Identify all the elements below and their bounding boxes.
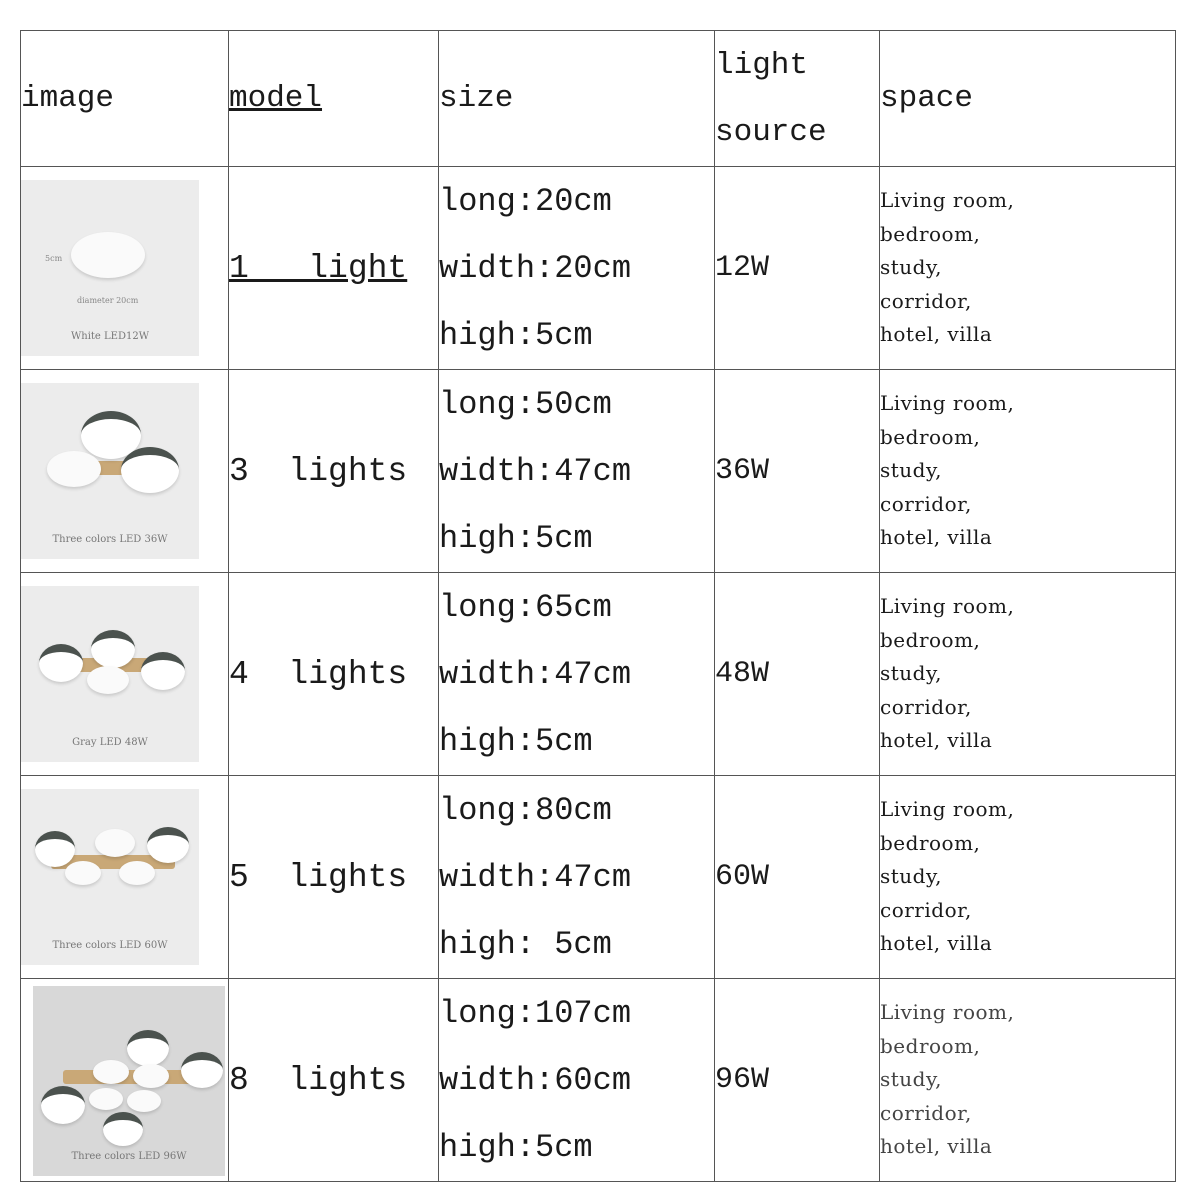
space-line: Living room, (880, 594, 1015, 619)
space-cell (880, 979, 1176, 1182)
lamp-shade-icon (91, 630, 135, 668)
header-light-source-line1: light (715, 47, 809, 83)
product-thumbnail-8-lights (33, 986, 225, 1176)
size-cell (439, 167, 715, 370)
space-line: Living room, (880, 1000, 1015, 1025)
lamp-shade-icon (41, 1086, 85, 1124)
header-row (21, 31, 1176, 167)
size-cell (439, 979, 715, 1182)
lamp-shade-icon (93, 1060, 129, 1084)
space-line: hotel, villa (880, 728, 993, 753)
lamp-shade-icon (141, 652, 185, 690)
thumbnail-caption: Three colors LED 60W (52, 940, 168, 951)
image-cell (21, 979, 229, 1182)
model-name: 5 lights (229, 776, 439, 979)
size-width: width:20cm (439, 249, 632, 287)
space-line: study, (880, 661, 942, 686)
header-size: size (439, 31, 715, 167)
space-line: Living room, (880, 391, 1015, 416)
lamp-shade-icon (127, 1030, 169, 1066)
image-cell (21, 167, 229, 370)
light-source-cell: 12W (715, 167, 880, 370)
image-cell (21, 776, 229, 979)
product-thumbnail-1-light (21, 180, 199, 356)
lamp-shade-icon (103, 1112, 143, 1146)
header-light-source (715, 31, 880, 167)
lamp-shade-icon (119, 861, 155, 885)
product-thumbnail-5-lights (21, 789, 199, 965)
size-high: high: 5cm (439, 925, 612, 963)
size-width: width:47cm (439, 452, 632, 490)
lamp-shade-icon (39, 644, 83, 682)
light-source-cell: 48W (715, 573, 880, 776)
space-line: bedroom, (880, 627, 981, 652)
lamp-shade-icon (89, 1088, 123, 1110)
table-row (21, 776, 1176, 979)
lamp-shade-icon (87, 666, 129, 694)
space-line: hotel, villa (880, 931, 993, 956)
header-light-source-line2: source (715, 114, 827, 150)
header-model: model (229, 31, 439, 167)
thumbnail-caption: Three colors LED 36W (52, 534, 168, 545)
space-line: corridor, (880, 491, 972, 516)
image-cell (21, 573, 229, 776)
lamp-shade-icon (181, 1052, 223, 1088)
space-line: study, (880, 255, 942, 280)
space-line: corridor, (880, 694, 972, 719)
size-long: long:50cm (439, 385, 612, 423)
size-long: long:107cm (439, 994, 632, 1032)
space-cell (880, 370, 1176, 573)
table-row (21, 370, 1176, 573)
space-line: corridor, (880, 288, 972, 313)
table-row (21, 573, 1176, 776)
image-cell (21, 370, 229, 573)
product-thumbnail-3-lights (21, 383, 199, 559)
model-name: 8 lights (229, 979, 439, 1182)
lamp-shade-icon (133, 1064, 169, 1088)
lamp-shade-icon (121, 447, 179, 493)
size-long: long:65cm (439, 588, 612, 626)
space-line: hotel, villa (880, 1134, 993, 1159)
light-source-cell: 36W (715, 370, 880, 573)
space-line: Living room, (880, 188, 1015, 213)
space-line: study, (880, 1067, 942, 1092)
spec-table (20, 30, 1176, 1182)
table-row (21, 979, 1176, 1182)
dimension-mark: diameter 20cm (77, 296, 139, 305)
lamp-shade-icon (47, 451, 101, 487)
thumbnail-caption: Three colors LED 96W (71, 1151, 187, 1162)
lamp-shade-icon (65, 861, 101, 885)
space-line: hotel, villa (880, 525, 993, 550)
light-source-cell: 96W (715, 979, 880, 1182)
model-name: 4 lights (229, 573, 439, 776)
lamp-shade-icon (127, 1090, 161, 1112)
model-cell (229, 167, 439, 370)
space-line: bedroom, (880, 424, 981, 449)
space-cell (880, 573, 1176, 776)
space-line: study, (880, 864, 942, 889)
space-line: bedroom, (880, 221, 981, 246)
header-space: space (880, 31, 1176, 167)
table-row (21, 167, 1176, 370)
lamp-shade-icon (95, 829, 135, 857)
lamp-shade-icon (71, 232, 145, 278)
thumbnail-caption: White LED12W (71, 331, 149, 342)
light-source-cell: 60W (715, 776, 880, 979)
size-width: width:60cm (439, 1061, 632, 1099)
size-cell (439, 776, 715, 979)
lamp-shade-icon (147, 827, 189, 863)
size-high: high:5cm (439, 722, 593, 760)
dimension-mark: 5cm (45, 254, 63, 263)
space-line: bedroom, (880, 830, 981, 855)
space-cell (880, 776, 1176, 979)
space-line: hotel, villa (880, 322, 993, 347)
header-image: image (21, 31, 229, 167)
model-name: 3 lights (229, 370, 439, 573)
size-long: long:20cm (439, 182, 612, 220)
space-cell (880, 167, 1176, 370)
thumbnail-caption: Gray LED 48W (72, 737, 148, 748)
model-name: 1 light (229, 249, 408, 287)
space-line: Living room, (880, 797, 1015, 822)
space-line: corridor, (880, 897, 972, 922)
lamp-shade-icon (35, 831, 75, 867)
size-width: width:47cm (439, 858, 632, 896)
size-high: high:5cm (439, 519, 593, 557)
space-line: study, (880, 458, 942, 483)
size-width: width:47cm (439, 655, 632, 693)
size-cell (439, 573, 715, 776)
space-line: bedroom, (880, 1033, 981, 1058)
size-high: high:5cm (439, 316, 593, 354)
size-high: high:5cm (439, 1128, 593, 1166)
size-long: long:80cm (439, 791, 612, 829)
product-thumbnail-4-lights (21, 586, 199, 762)
size-cell (439, 370, 715, 573)
space-line: corridor, (880, 1100, 972, 1125)
